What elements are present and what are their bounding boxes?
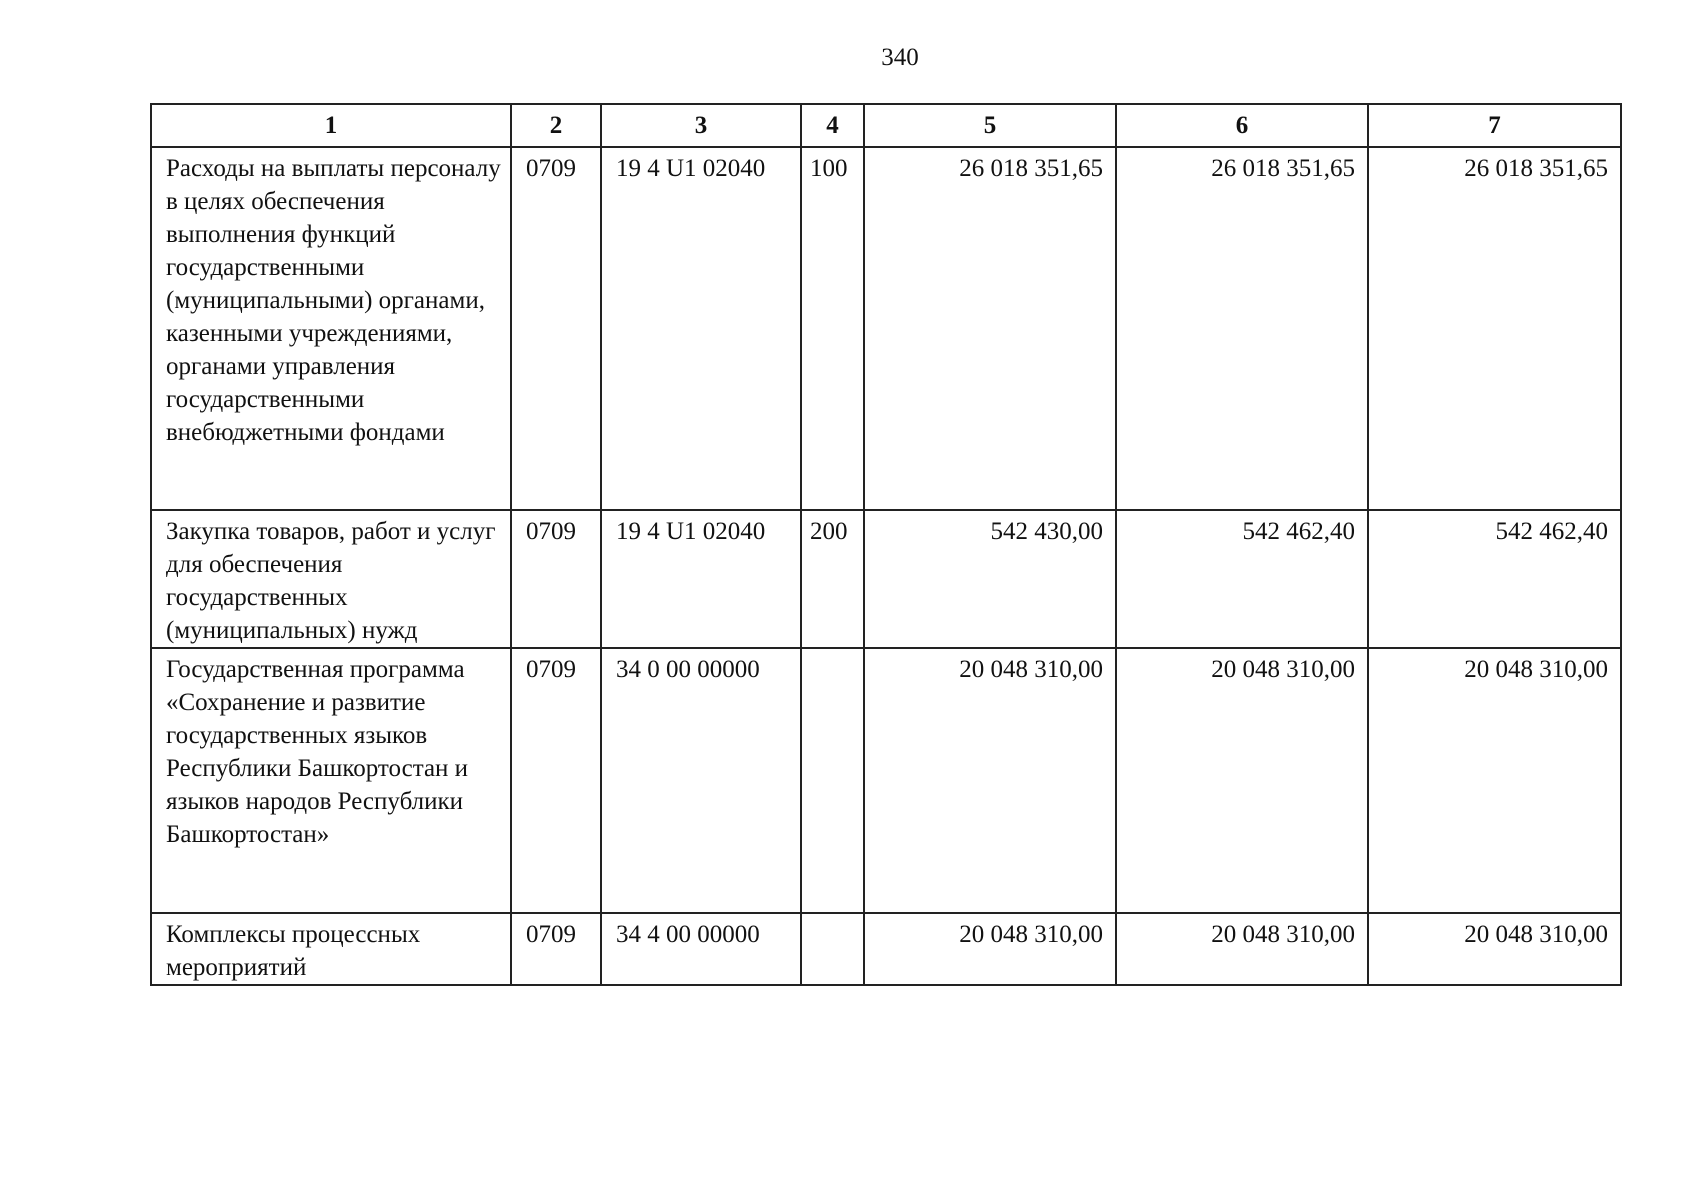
- cell-section: 0709: [511, 147, 601, 510]
- cell-name: Государственная программа «Сохранение и развитие государственных языков Республики Башкортостан и языков народов Республики Башкортостан»: [151, 648, 511, 913]
- table-row: [151, 913, 1621, 985]
- table-row: [151, 648, 1621, 913]
- cell-value-5: 20 048 310,00: [864, 648, 1116, 913]
- cell-value-7: 20 048 310,00: [1368, 913, 1621, 985]
- header-col-1: 1: [151, 104, 511, 147]
- header-col-5: 5: [864, 104, 1116, 147]
- cell-value-5: 26 018 351,65: [864, 147, 1116, 510]
- cell-value-6: 542 462,40: [1116, 510, 1368, 648]
- cell-value-6: 20 048 310,00: [1116, 648, 1368, 913]
- cell-type: [801, 648, 864, 913]
- header-col-4: 4: [801, 104, 864, 147]
- table-row: [151, 147, 1621, 510]
- cell-target: 19 4 U1 02040: [601, 147, 801, 510]
- cell-value-7: 20 048 310,00: [1368, 648, 1621, 913]
- cell-value-7: 542 462,40: [1368, 510, 1621, 648]
- cell-type: 100: [801, 147, 864, 510]
- cell-target: 34 4 00 00000: [601, 913, 801, 985]
- page-number: 340: [881, 44, 919, 71]
- cell-target: 34 0 00 00000: [601, 648, 801, 913]
- table-row: [151, 510, 1621, 648]
- cell-value-6: 26 018 351,65: [1116, 147, 1368, 510]
- cell-type: [801, 913, 864, 985]
- cell-target: 19 4 U1 02040: [601, 510, 801, 648]
- cell-value-5: 542 430,00: [864, 510, 1116, 648]
- cell-value-7: 26 018 351,65: [1368, 147, 1621, 510]
- table-header-row: [151, 104, 1621, 147]
- header-col-3: 3: [601, 104, 801, 147]
- cell-name: Расходы на выплаты персоналу в целях обеспечения выполнения функций государственными (муниципальными) органами, казенными учреждениями, органами управления государственными внебюджетными фондами: [151, 147, 511, 510]
- cell-section: 0709: [511, 510, 601, 648]
- cell-section: 0709: [511, 648, 601, 913]
- budget-table: [150, 103, 1622, 986]
- cell-value-6: 20 048 310,00: [1116, 913, 1368, 985]
- header-col-2: 2: [511, 104, 601, 147]
- cell-section: 0709: [511, 913, 601, 985]
- cell-name: Закупка товаров, работ и услуг для обеспечения государственных (муниципальных) нужд: [151, 510, 511, 648]
- cell-name: Комплексы процессных мероприятий: [151, 913, 511, 985]
- cell-value-5: 20 048 310,00: [864, 913, 1116, 985]
- cell-type: 200: [801, 510, 864, 648]
- header-col-6: 6: [1116, 104, 1368, 147]
- header-col-7: 7: [1368, 104, 1621, 147]
